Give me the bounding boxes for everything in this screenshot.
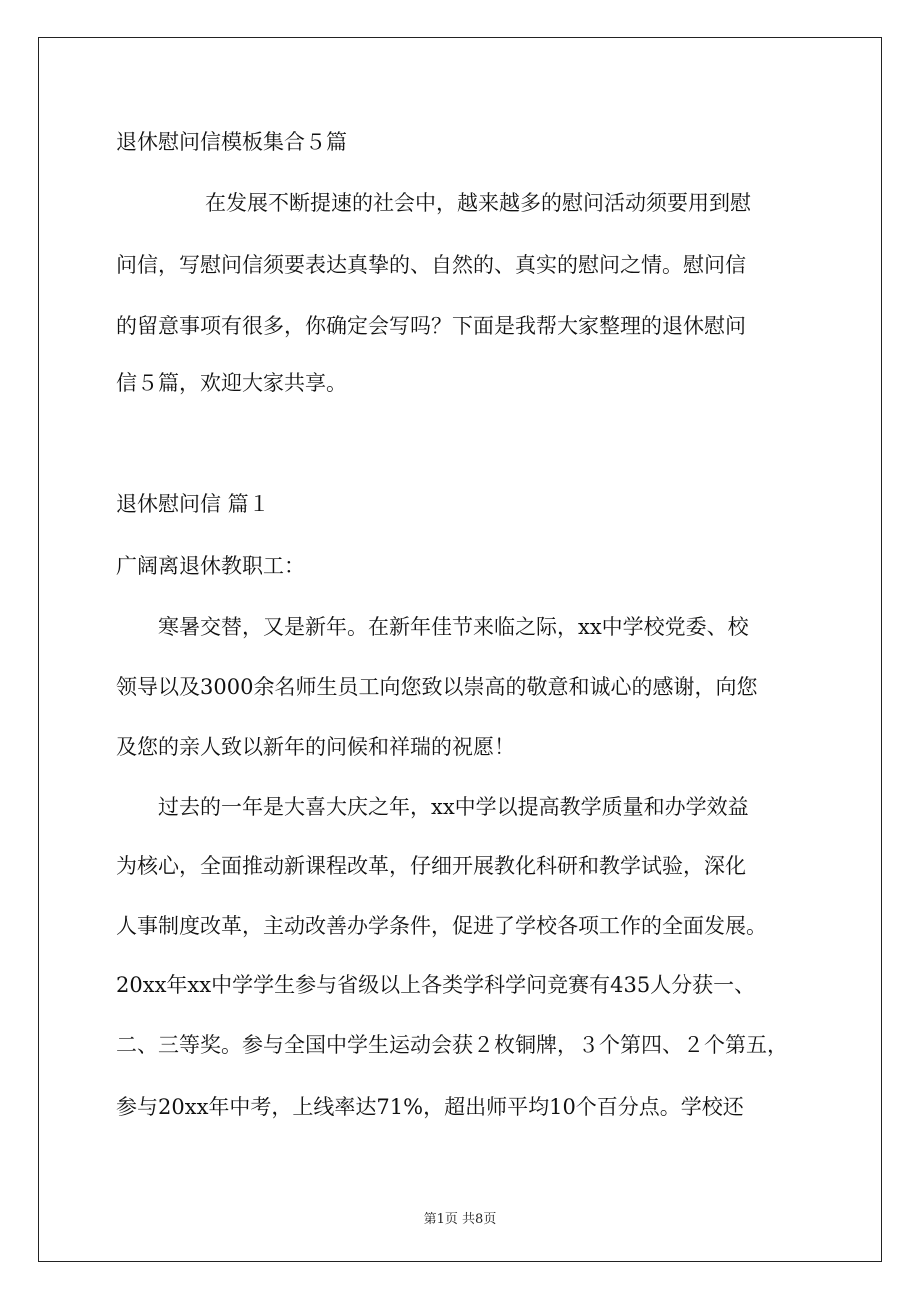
- body-line-7: 20xx年xx中学学生参与省级以上各类学科学问竞赛有435人分获一、: [116, 973, 756, 997]
- body-line-9: 参与20xx年中考，上线率达71%，超出师平均10个百分点。学校还: [116, 1095, 744, 1119]
- body-line-6: 人事制度改革，主动改善办学条件，促进了学校各项工作的全面发展。: [116, 914, 767, 938]
- page-footer: 第1页 共8页: [423, 1212, 497, 1227]
- document-title: 退休慰问信模板集合５篇: [116, 130, 347, 154]
- body-line-5: 为核心，全面推动新课程改革，仔细开展教化科研和教学试验，深化: [116, 854, 746, 878]
- intro-line-4: 信５篇，欢迎大家共享。: [116, 371, 347, 395]
- intro-line-2: 问信，写慰问信须要表达真挚的、自然的、真实的慰问之情。慰问信: [116, 253, 746, 277]
- page-border: [38, 37, 882, 1262]
- body-line-3: 及您的亲人致以新年的问候和祥瑞的祝愿！: [116, 735, 515, 759]
- body-line-2: 领导以及3000余名师生员工向您致以崇高的敬意和诚心的感谢，向您: [116, 675, 758, 699]
- intro-line-3: 的留意事项有很多，你确定会写吗？下面是我帮大家整理的退休慰问: [116, 314, 746, 338]
- intro-line-1: 在发展不断提速的社会中，越来越多的慰问活动须要用到慰: [205, 191, 751, 215]
- section-heading: 退休慰问信 篇１: [116, 492, 270, 516]
- salutation: 广阔离退休教职工：: [116, 554, 305, 578]
- body-line-1: 寒暑交替，又是新年。在新年佳节来临之际，xx中学校党委、校: [158, 615, 749, 639]
- body-line-8: 二、三等奖。参与全国中学生运动会获２枚铜牌，３个第四、２个第五，: [116, 1033, 788, 1057]
- body-line-4: 过去的一年是大喜大庆之年，xx中学以提高教学质量和办学效益: [158, 795, 749, 819]
